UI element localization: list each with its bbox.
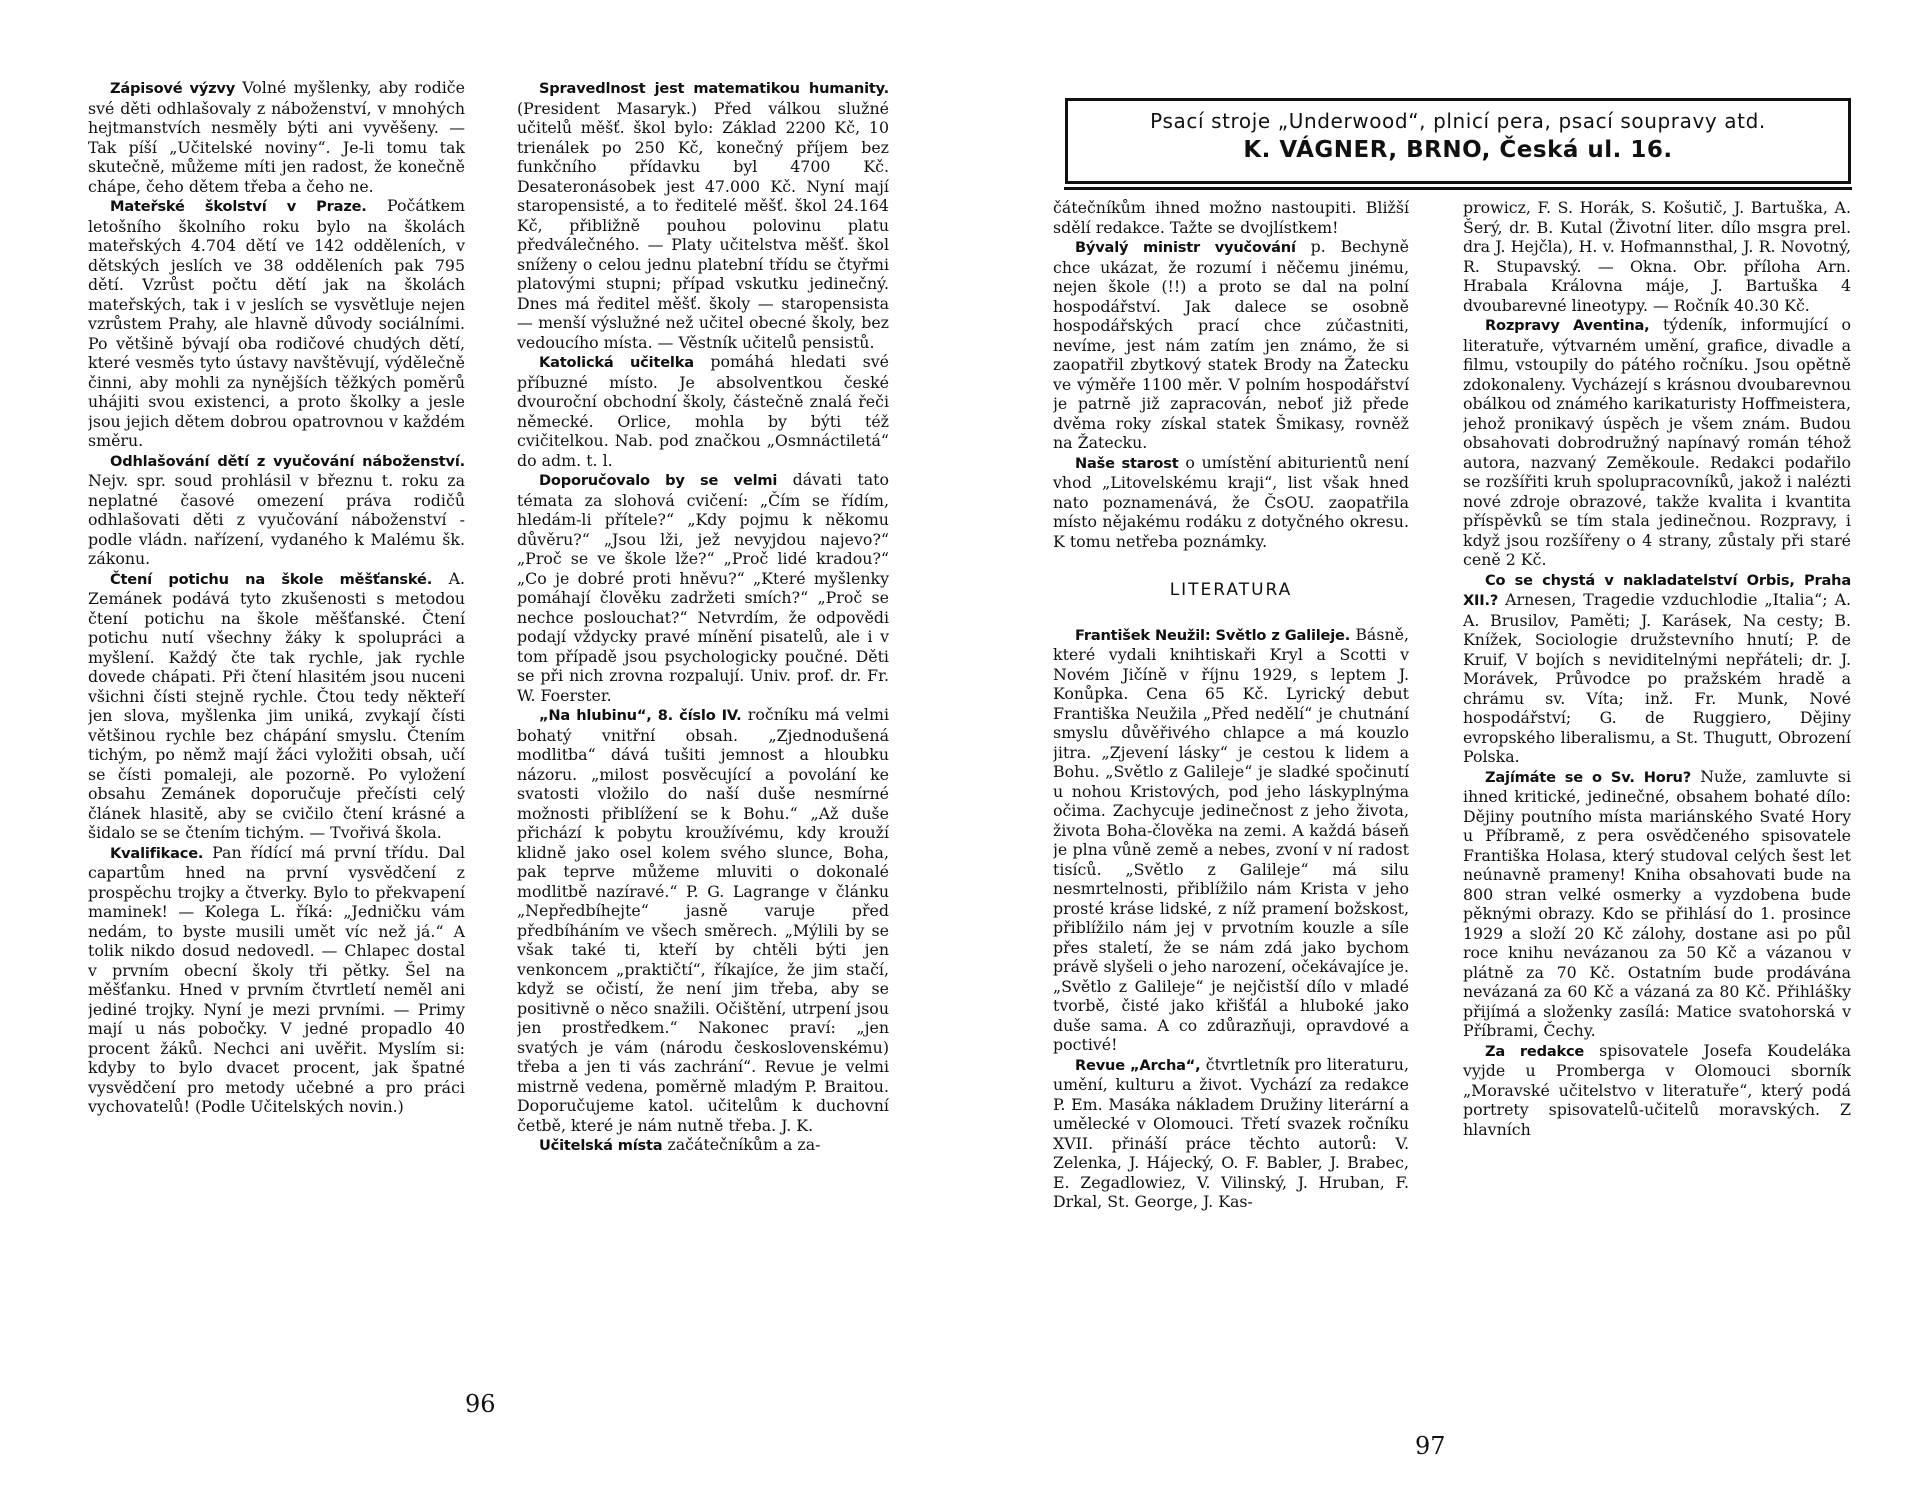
article-text: Volné myšlenky, aby rodiče své děti odhlašovaly z náboženství, v mnohých hejtmanstvích nesměly býti ani vyvěšeny. — Tak píší „Učitelské noviny“. Je-li tomu tak skutečně, můžeme míti jen radost, že konečně chápe, čeho dětem třeba a čeho ne. [88,78,465,196]
article-text: Arnesen, Tragedie vzduchlodie „Italia“; A. A. Brusilov, Paměti; J. Karásek, Na cesty; B. Knížek, Sociologie družstevního hnutí; P. de Kruif, V bojích s neviditelnými nepřáteli; dr. J. Morávek, Průvodce po pražském hradě a chrámu sv. Víta; inž. Fr. Munk, Nové hospodářství; G. de Ruggiero, Dějiny evropského liberalismu, a St. Thugutt, Obrození Polska. [1463,590,1851,766]
article-paragraph [1463,315,1851,570]
advertisement-box [1065,98,1851,184]
article-paragraph [88,569,465,843]
article-paragraph [1053,453,1409,552]
left-page-column-1 [88,78,465,1360]
article-text: týdeník, informující o literatuře, výtvarném umění, grafice, divadle a filmu, vstoupily do pátého ročníku. Jsou opětně zdokonaleny. Vycházejí s krásnou dvoubarevnou obálkou od známého karikaturisty Hoffmeistera, jehož pronikavý úspěch je všem znám. Budou obsahovati dobrodružný napínavý román téhož autora, nazvaný Zeměkoule. Redakci podařilo se rozšířiti kruh spolupracovníků, jakož i nalézti nové zdroje obrazové, takže kvalita i kvantita příspěvků se tím stala jedinečnou. Rozpravy, i když jsou rozšířeny o 4 strany, zůstaly při staré ceně 2 Kč. [1463,315,1851,569]
article-text: dávati tato témata za slohová cvičení: „Čím se řídím, hledám-li přítele?“ „Kdy pojmu k někomu důvěru?“ „Jsou lži, jež nevyjdou najevo?“ „Proč se ve škole lže?“ „Proč lidé kradou?“ „Co je dobré proti hněvu?“ „Které myšlenky pomáhají člověku zadržeti smích?“ „Proč se nechce poslouchat?“ Netvrdím, že odpovědi podají vždycky pravé mínění pisatelů, ale i v tom případě jsou psychologicky poučné. Děti se při nich zrovna rozpalují. Univ. prof. dr. Fr. W. Foerster. [517,470,889,705]
article-paragraph [1463,1041,1851,1140]
article-text: Počátkem letošního školního roku bylo na školách mateřských 4.704 dětí ve 142 odděleních, v dětských jeslích ve 38 odděleních pak 795 dětí. Vzrůst počtu dětí jak na školách mateřských, tak i v jeslích se vysvětluje nejen vzrůstem Prahy, ale hlavně důvody sociálními. Po většině bývají oba rodičové chudých dětí, které vesměs tyto ústavy navštěvují, výdělečně činni, aby mohli za nynějších těžkých poměrů uhájiti svou existenci, a proto školky a jesle jsou jejich dětem dobrou opatrovnou v každém směru. [88,196,465,450]
article-lead: Čtení potichu na škole měšťanské. [110,570,433,588]
article-paragraph [1463,198,1851,315]
article-lead: Zajímáte se o Sv. Horu? [1485,768,1692,786]
article-paragraph [1053,625,1409,1055]
page-number: 97 [1415,1432,1446,1460]
article-lead: Učitelská místa [539,1137,663,1154]
right-page-column-1 [1053,198,1409,1390]
right-page-column-2 [1463,198,1851,1390]
article-text: ročníku má velmi bohatý vnitřní obsah. „Zjednodušená modlitba“ dává tušiti jemnost a hloubku názoru. „milost posvěcující a povolání ke svatosti vložilo do naší duše nesmírné možnosti přiblížení se k Bohu.“ „Až duše přichází k pobytu kroužívému, kdy krouží klidně jako osel kolem svého slunce, Boha, pak teprve můžeme mluviti o dokonalé modlitbě nazíravé.“ P. G. Lagrange v článku „Nepředbíhejte“ jasně varuje před předbíháním ve všech směrech. „Mýlili by se však také ti, kteří by chtěli býti jen venkoncem „praktičtí“, říkajíce, že jim stačí, když se očistí, že není jim třeba, aby se positivně o něco snažili. Očištění, utrpení jsou jen prostředkem.“ Nakonec praví: „jen svatých je vám (národu československému) třeba a jen ti vás zachrání“. Revue je velmi mistrně vedena, poměrně mladým P. Braitou. Doporučujeme katol. učitelům k duchovní četbě, které je nám nutně třeba. J. K. [517,705,889,1135]
article-text: prowicz, F. S. Horák, S. Košutič, J. Bartuška, A. Šerý, dr. B. Kutal (Životní liter. dílo msgra prel. dra J. Hejčla), H. v. Hofmannsthal, J. R. Novotný, R. Stupavský. — Okna. Obr. příloha Arn. Hrabala Královna máje, J. Bartuška 4 dvoubarevné lineotypy. — Ročník 40.30 Kč. [1463,198,1851,315]
article-paragraph [1463,767,1851,1041]
article-paragraph [88,196,465,451]
article-paragraph [517,352,889,470]
article-lead: Bývalý ministr vyučování [1075,239,1296,256]
article-paragraph [88,78,465,196]
ad-tagline: Psací stroje „Underwood“, plnicí pera, psací soupravy atd. [1150,109,1766,133]
article-text: Nejv. spr. soud prohlásil v březnu t. roku za neplatné časové omezení práva rodičů odhlašovati děti z vyučování náboženství - podle vládn. nařízení, vydaného k Malému šk. zákonu. [88,471,465,568]
ad-company: K. VÁGNER, BRNO, Česká ul. 16. [1243,137,1673,163]
article-lead: Kvalifikace. [110,844,204,862]
article-lead: Co se chystá v nakladatelství Orbis, Praha XII.? [1463,571,1851,609]
article-paragraph [1053,237,1409,453]
article-paragraph [517,705,889,1135]
page-number: 96 [465,1390,496,1418]
article-lead: Naše starost [1075,454,1179,472]
article-paragraph [1053,198,1409,237]
article-text: p. Bechyně chce ukázat, že rozumí i něčemu jinému, nejen škole (!!) a proto se dal na polní hospodářství. Jak dalece se osobně hospodářských prací chce zúčastniti, nevíme, jest nám zatím jen známo, že si zaopatřil zbytkový statek Brody na Žatecku ve výměře 1100 měr. V polním hospodářství je patrně již zapracován, neboť již přede dvěma roky získal statek Šmikasy, rovněž na Žatecku. [1053,237,1409,452]
article-paragraph [1463,570,1851,767]
article-text: začátečníkům a za- [662,1135,821,1154]
article-lead: Odhlašování dětí z vyučování náboženství. [110,452,465,470]
article-paragraph [517,1135,889,1156]
article-lead: Spravedlnost jest matematikou humanity. [539,80,889,97]
article-lead: Katolická učitelka [539,354,694,371]
article-text: spisovatele Josefa Koudeláka vyjde u Promberga v Olomouci sborník „Moravské učitelstvo v literatuře“, který podá portrety spisovatelů-učitelů moravských. Z hlavních [1463,1040,1851,1139]
article-lead: „Na hlubinu“, 8. číslo IV. [539,707,742,724]
article-text: o umístění abiturientů není vhod „Litovelskému kraji“, list však hned nato poznamenává, že ČsOU. zaopatřila místo nějakému rodáku z dotyčného okresu. K tomu netřeba poznámky. [1053,452,1409,551]
article-lead: Zápisové výzvy [110,80,236,97]
article-text: A. Zemánek podává tyto zkušenosti s metodou čtení potichu na škole měšťanské. Čtení potichu nutí všechny žáky k spolupráci a myšlení. Každý čte tak rychle, jak rychle dovede chápati. Při čtení hlasitém jsou nuceni všichni čísti stejně rychle. Čtou tedy někteří jen slova, myšlenka jim uniká, zvykají čísti většinou rychle bez chápání smyslu. Čtením tichým, po němž mají žáci vyložiti obsah, učí se čísti pomaleji, ale pozorně. Po vyložení obsahu Zemánek doporučuje přečísti celý článek hlasitě, aby se cvičilo čtení krásné a šidalo se se čtením tichým. — Tvořivá škola. [88,568,465,842]
article-lead: Rozpravy Aventina, [1485,317,1650,334]
article-text: Nuže, zamluvte si ihned kritické, jedinečné, obsahem bohaté dílo: Dějiny poutního místa mariánského Svaté Hory u Příbramě, z pera osvědčeného spisovatele Františka Holasa, který studoval celých šest let neúnavně prameny! Kniha obsahovati bude na 800 stran velké osmerky a vyzdobena bude pěknými obrazy. Kdo se přihlásí do 1. prosince 1929 a složí 20 Kč zálohy, dostane asi po půl roce knihu nevázanou za 50 Kč a vázanou v plátně za 70 Kč. Ostatním bude prodávána nevázaná za 60 Kč a vázaná za 80 Kč. Přihlášky přijímá a složenky zasílá: Matice svatohorská v Příbrami, Čechy. [1463,766,1851,1040]
article-text: (President Masaryk.) Před válkou služné učitelů měšť. škol bylo: Základ 2200 Kč, 10 trienálek po 250 Kč, konečný příjem bez funkčního přídavku byl 4700 Kč. Desateronásobek jest 47.000 Kč. Nyní mají staropensisté, a to ředitelé měšť. škol 24.164 Kč, přibližně pouhou polovinu platu předválečného. — Platy učitelstva měšť. škol sníženy o celou jednu platební třídu se čtyřmi platovými stupni; případ vskutku jedinečný. Dnes má ředitel měšť. školy — staropensista — menší výslužné než učitel obecné školy, bez vedoucího místa. — Věstník učitelů pensistů. [517,98,889,352]
article-text: pomáhá hledati své příbuzné místo. Je absolventkou české dvouroční obchodní školy, částečně znalá řeči německé. Orlice, mohla by býti též cvičitelkou. Nab. pod značkou „Osmnáctiletá“ do adm. t. l. [517,352,889,470]
article-lead: František Neužil: Světlo z Galileje. [1075,626,1351,644]
article-paragraph [517,470,889,705]
article-text: čtvrtletník pro literaturu, umění, kulturu a život. Vychází za redakce P. Em. Masáka nákladem Družiny literární a umělecké v Olomouci. Třetí svazek ročníku XVII. přináší práce těchto autorů: V. Zelenka, J. Hájecký, O. F. Babler, J. Brabec, E. Zegadlowiez, V. Vilinský, J. Hruban, F. Drkal, St. George, J. Kas- [1053,1054,1409,1211]
article-text: čátečníkům ihned možno nastoupiti. Bližší sdělí redakce. Tažte se dvojlístkem! [1053,198,1409,237]
section-heading: LITERATURA [1169,580,1293,600]
article-paragraph [517,78,889,352]
article-lead: Za redakce [1485,1042,1585,1060]
article-lead: Doporučovalo by se velmi [539,472,778,489]
right-page [953,0,1906,1500]
article-text: Básně, které vydali knihtiskaři Kryl a Scotti v Novém Jičíně v říjnu 1929, s leptem J. Konůpka. Cena 65 Kč. Lyrický debut Františka Neužila „Před nedělí“ je chutnání smyslu důvěřivého chlapce a má kouzlo jitra. „Zjevení lásky“ je cestou k lidem a Bohu. „Světlo z Galileje“ je sladké spočinutí u nohou Kristových, pod jeho láskyplnýma očima. Zachycuje jedinečnost z jeho života, života Boha-člověka na zemi. A každá báseň je plna vůně země a nebes, zvoní v ní radost tisíců. „Světlo z Galileje“ má silu nesmrtelnosti, přiblížilo nám Krista v jeho prosté kráse lidské, z níž pramení božskost, přiblížilo nám jej v prvotním kouzle a síle přes staletí, že se nám zdá jako bychom právě slyšeli o jeho narození, očekávajíce je. „Světlo z Galileje“ je nejčistší dílo v mladé tvorbě, čisté jako křišťál a hluboké jako duše sama. A co zdůrazňuji, opravdové a poctivé! [1053,624,1409,1054]
article-lead: Revue „Archa“, [1075,1056,1201,1074]
left-page-column-2 [517,78,889,1360]
article-paragraph [88,451,465,569]
article-paragraph [1053,1055,1409,1212]
article-paragraph [88,843,465,1117]
article-lead: Mateřské školství v Praze. [110,198,367,215]
article-text: Pan řídící má první třídu. Dal capartům hned na první vysvědčení z prospěchu trojky a čtverky. Bylo to překvapení maminek! — Kolega L. říká: „Jedničku vám nedám, to byste musili umět víc než já.“ A tolik nikdo dosud nedovedl. — Chlapec dostal v prvním obecní školy tři pětky. Šel na měšťanku. Hned v prvním čtvrtletí neměl ani jediné trojky. Nyní je mezi prvními. — Primy mají u nás pobočky. V jedné propadlo 40 procent žáků. Nechci ani uvěřit. Myslím si: kdyby to bylo dvacet procent, jak špatné vysvědčení pro metody učebné a pro práci vychovatelů! (Podle Učitelských novin.) [88,842,465,1116]
